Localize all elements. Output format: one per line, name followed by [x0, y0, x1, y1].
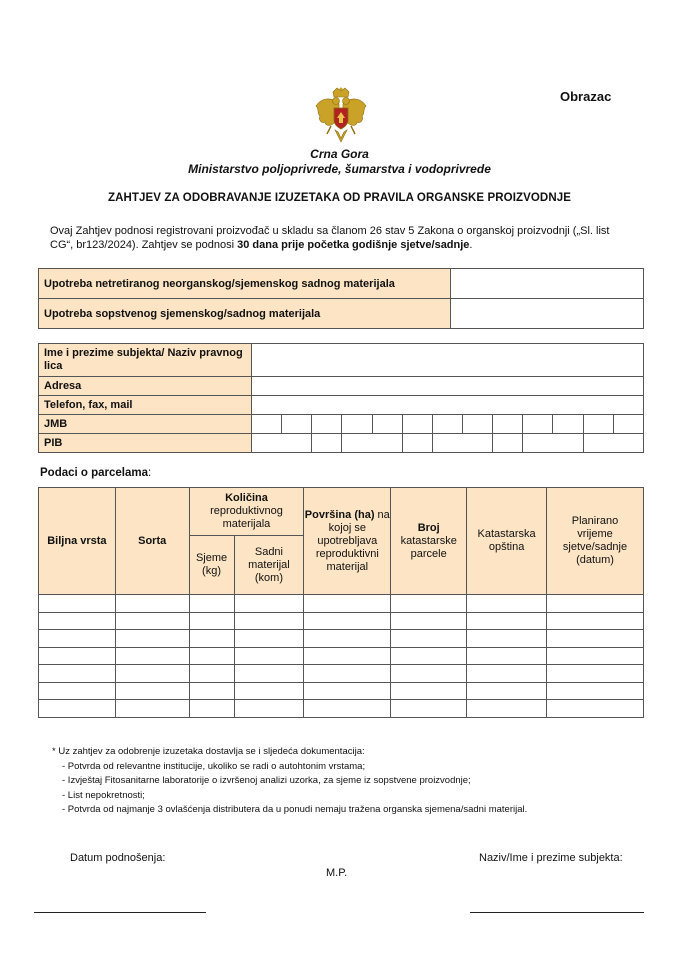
subject-name-label: Ime i prezime subjekta/ Naziv pravnog lica: [39, 344, 252, 377]
jmb-digit[interactable]: [463, 415, 493, 434]
jmb-digit[interactable]: [493, 415, 523, 434]
table-row: [39, 647, 644, 665]
subject-signature-label: Naziv/Ime i prezime subjekta:: [479, 852, 623, 864]
pib-digit[interactable]: [312, 434, 342, 453]
usage-label-untreated: Upotreba netretiranog neorganskog/sjemenskog sadnog materijala: [39, 269, 451, 299]
subject-row-contact: [39, 396, 644, 415]
usage-label-own: Upotreba sopstvenog sjemenskog/sadnog materijala: [39, 299, 451, 329]
jmb-digit[interactable]: [342, 415, 372, 434]
date-signature-line[interactable]: [34, 912, 206, 913]
col-planting-material: Sadni materijal (kom): [234, 536, 304, 595]
usage-check-own[interactable]: [451, 299, 644, 329]
pib-digit[interactable]: [402, 434, 432, 453]
usage-check-untreated[interactable]: [451, 269, 644, 299]
jmb-digit[interactable]: [583, 415, 613, 434]
address-field[interactable]: [252, 377, 644, 396]
subject-row-name: [39, 344, 644, 377]
contact-field[interactable]: [252, 396, 644, 415]
jmb-digit[interactable]: [432, 415, 462, 434]
col-cadastral-parcel: Broj katastarske parcele: [391, 488, 467, 595]
table-row: [39, 595, 644, 613]
date-label: Datum podnošenja:: [70, 852, 166, 864]
table-row: [39, 665, 644, 683]
address-label: Adresa: [39, 377, 252, 396]
document-title: ZAHTJEV ZA ODOBRAVANJE IZUZETAKA OD PRAVILA ORGANSKE PROIZVODNJE: [107, 192, 572, 204]
col-planned-date: Planirano vrijeme sjetve/sadnje (datum): [547, 488, 644, 595]
pib-digit[interactable]: [493, 434, 523, 453]
pib-digit[interactable]: [342, 434, 402, 453]
subject-row-jmb: [39, 415, 644, 434]
table-row: [39, 682, 644, 700]
subject-name-field[interactable]: [252, 344, 644, 377]
jmb-digit[interactable]: [282, 415, 312, 434]
jmb-digit[interactable]: [553, 415, 583, 434]
table-row: [39, 700, 644, 718]
subject-signature-line[interactable]: [470, 912, 644, 913]
subject-row-address: [39, 377, 644, 396]
pib-digit[interactable]: [432, 434, 492, 453]
col-variety: Sorta: [115, 488, 189, 595]
jmb-digit[interactable]: [402, 415, 432, 434]
jmb-label: JMB: [39, 415, 252, 434]
list-item: - List nepokretnosti;: [62, 789, 145, 801]
coat-of-arms-icon: [313, 86, 369, 146]
pib-digit[interactable]: [252, 434, 312, 453]
col-seed: Sjeme (kg): [189, 536, 234, 595]
subject-table: [38, 343, 644, 453]
pib-label: PIB: [39, 434, 252, 453]
table-row: [39, 630, 644, 648]
col-area: Površina (ha) na kojoj se upotrebljava reproduktivni materijal: [304, 488, 391, 595]
jmb-digit[interactable]: [523, 415, 553, 434]
usage-table: [38, 268, 644, 329]
list-item: - Potvrda od najmanje 3 ovlašćenja distributera da u ponudi nemaju tražena organska sjemena/sadni materijal.: [62, 804, 528, 815]
notes-section: [52, 745, 527, 818]
jmb-digit[interactable]: [252, 415, 282, 434]
jmb-digit[interactable]: [312, 415, 342, 434]
notes-intro: * Uz zahtjev za odobrenje izuzetaka dostavlja se i sljedeća dokumentacija:: [52, 746, 365, 757]
contact-label: Telefon, fax, mail: [39, 396, 252, 415]
intro-paragraph: Ovaj Zahtjev podnosi registrovani proizvođač u skladu sa članom 26 stav 5 Zakona o organskoj proizvodnji („Sl. list CG“, br123/2024). Zahtjev se podnosi 30 dana prije početka godišnje sjetve/sadnje.: [50, 225, 610, 251]
col-crop: Biljna vrsta: [39, 488, 116, 595]
pib-digit[interactable]: [523, 434, 583, 453]
list-item: - Potvrda od relevantne institucije, ukoliko se radi o autohtonim vrstama;: [62, 760, 366, 772]
table-row: [39, 612, 644, 630]
ministry-name: Ministarstvo poljoprivrede, šumarstva i vodoprivrede: [188, 162, 491, 176]
col-quantity: Količina reproduktivnog materijala: [189, 488, 304, 536]
country-name: Crna Gora: [310, 147, 369, 161]
usage-row-untreated: [39, 269, 644, 299]
subject-row-pib: [39, 434, 644, 453]
stamp-label: M.P.: [326, 867, 348, 879]
parcels-section-label: Podaci o parcelama:: [40, 467, 152, 479]
pib-digit[interactable]: [583, 434, 643, 453]
list-item: - Izvještaj Fitosanitarne laboratorije o izvršenoj analizi uzorka, za sjeme iz sopstvene proizvodnje;: [62, 775, 471, 786]
parcels-table: [38, 487, 644, 718]
jmb-digit[interactable]: [613, 415, 643, 434]
jmb-digit[interactable]: [372, 415, 402, 434]
deadline-text: 30 dana prije početka godišnje sjetve/sadnje: [237, 239, 470, 251]
col-municipality: Katastarska opština: [467, 488, 547, 595]
form-label: Obrazac: [560, 89, 612, 104]
usage-row-own: [39, 299, 644, 329]
parcels-header-row: [39, 488, 644, 536]
